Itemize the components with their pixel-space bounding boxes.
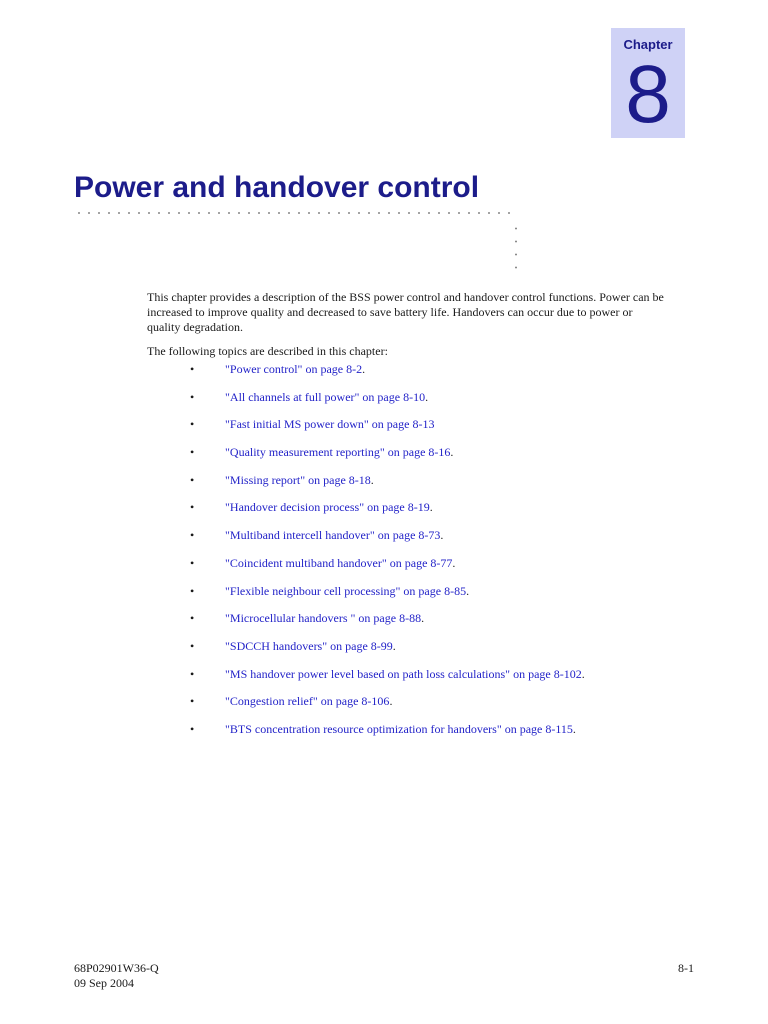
topic-suffix: .: [429, 500, 433, 515]
bullet-icon: •: [190, 583, 195, 598]
bullet-icon: •: [190, 500, 195, 515]
topic-suffix: .: [581, 666, 585, 681]
bullet-icon: •: [190, 472, 195, 487]
topic-link-handover-decision-process[interactable]: "Handover decision process" on page 8-19: [225, 500, 430, 515]
bullet-icon: •: [190, 638, 195, 653]
chapter-tab: [611, 28, 685, 138]
bullet-icon: •: [190, 528, 195, 543]
footer-left: [74, 961, 159, 991]
bullet-icon: •: [190, 666, 195, 681]
topic-link-flexible-neighbour-cell-processing[interactable]: "Flexible neighbour cell processing" on page 8-85: [225, 583, 467, 598]
document-date: 09 Sep 2004: [74, 976, 134, 990]
page-number: 8-1: [678, 961, 694, 975]
topic-suffix: .: [392, 638, 396, 653]
intro-paragraph: This chapter provides a description of the BSS power control and handover control functions. Power can be increased to improve quality and decreased to save battery life. Handovers can occur due to power or quality degradation.: [147, 290, 664, 334]
topics-intro: The following topics are described in this chapter:: [147, 344, 388, 358]
topic-suffix: .: [572, 721, 576, 736]
topic-link-bts-concentration-resource-optimization[interactable]: "BTS concentration resource optimization for handovers" on page 8-115: [225, 721, 573, 736]
bullet-icon: •: [190, 417, 195, 432]
topic-link-missing-report[interactable]: "Missing report" on page 8-18: [225, 472, 371, 487]
topic-suffix: .: [450, 445, 454, 460]
topic-suffix: .: [389, 694, 393, 709]
dotted-rule-vertical: [514, 222, 518, 274]
bullet-icon: •: [190, 721, 195, 736]
bullet-icon: •: [190, 555, 195, 570]
topic-link-congestion-relief[interactable]: "Congestion relief" on page 8-106: [225, 694, 390, 709]
topic-suffix: .: [440, 528, 444, 543]
topic-link-all-channels-full-power[interactable]: "All channels at full power" on page 8-10: [225, 389, 426, 404]
chapter-number: 8: [625, 49, 671, 140]
topic-link-fast-initial-ms-power-down[interactable]: "Fast initial MS power down" on page 8-13: [225, 417, 435, 432]
topic-link-quality-measurement-reporting[interactable]: "Quality measurement reporting" on page 8-16: [225, 445, 451, 460]
topic-link-sdcch-handovers[interactable]: "SDCCH handovers" on page 8-99: [225, 638, 393, 653]
chapter-label: Chapter: [623, 37, 673, 52]
topic-link-ms-handover-power-level[interactable]: "MS handover power level based on path loss calculations" on page 8-102: [225, 666, 582, 681]
topic-suffix: .: [452, 555, 456, 570]
topic-link-power-control[interactable]: "Power control" on page 8-2: [225, 362, 363, 376]
bullet-icon: •: [190, 389, 195, 404]
chapter-title: Power and handover control: [74, 171, 480, 204]
topic-link-multiband-intercell-handover[interactable]: "Multiband intercell handover" on page 8-73: [225, 528, 441, 543]
bullet-icon: •: [190, 445, 195, 460]
dotted-rule-horizontal: [74, 211, 516, 215]
bullet-icon: •: [190, 362, 195, 376]
bullet-icon: •: [190, 611, 195, 626]
topic-suffix: .: [362, 362, 366, 376]
bullet-icon: •: [190, 694, 195, 709]
topic-suffix: .: [370, 472, 374, 487]
document-id: 68P02901W36-Q: [74, 961, 159, 975]
topic-link-microcellular-handovers[interactable]: "Microcellular handovers " on page 8-88: [225, 611, 422, 626]
topic-suffix: .: [466, 583, 470, 598]
topic-link-coincident-multiband-handover[interactable]: "Coincident multiband handover" on page 8-77: [225, 555, 453, 570]
topic-suffix: .: [425, 389, 429, 404]
topic-suffix: .: [421, 611, 425, 626]
